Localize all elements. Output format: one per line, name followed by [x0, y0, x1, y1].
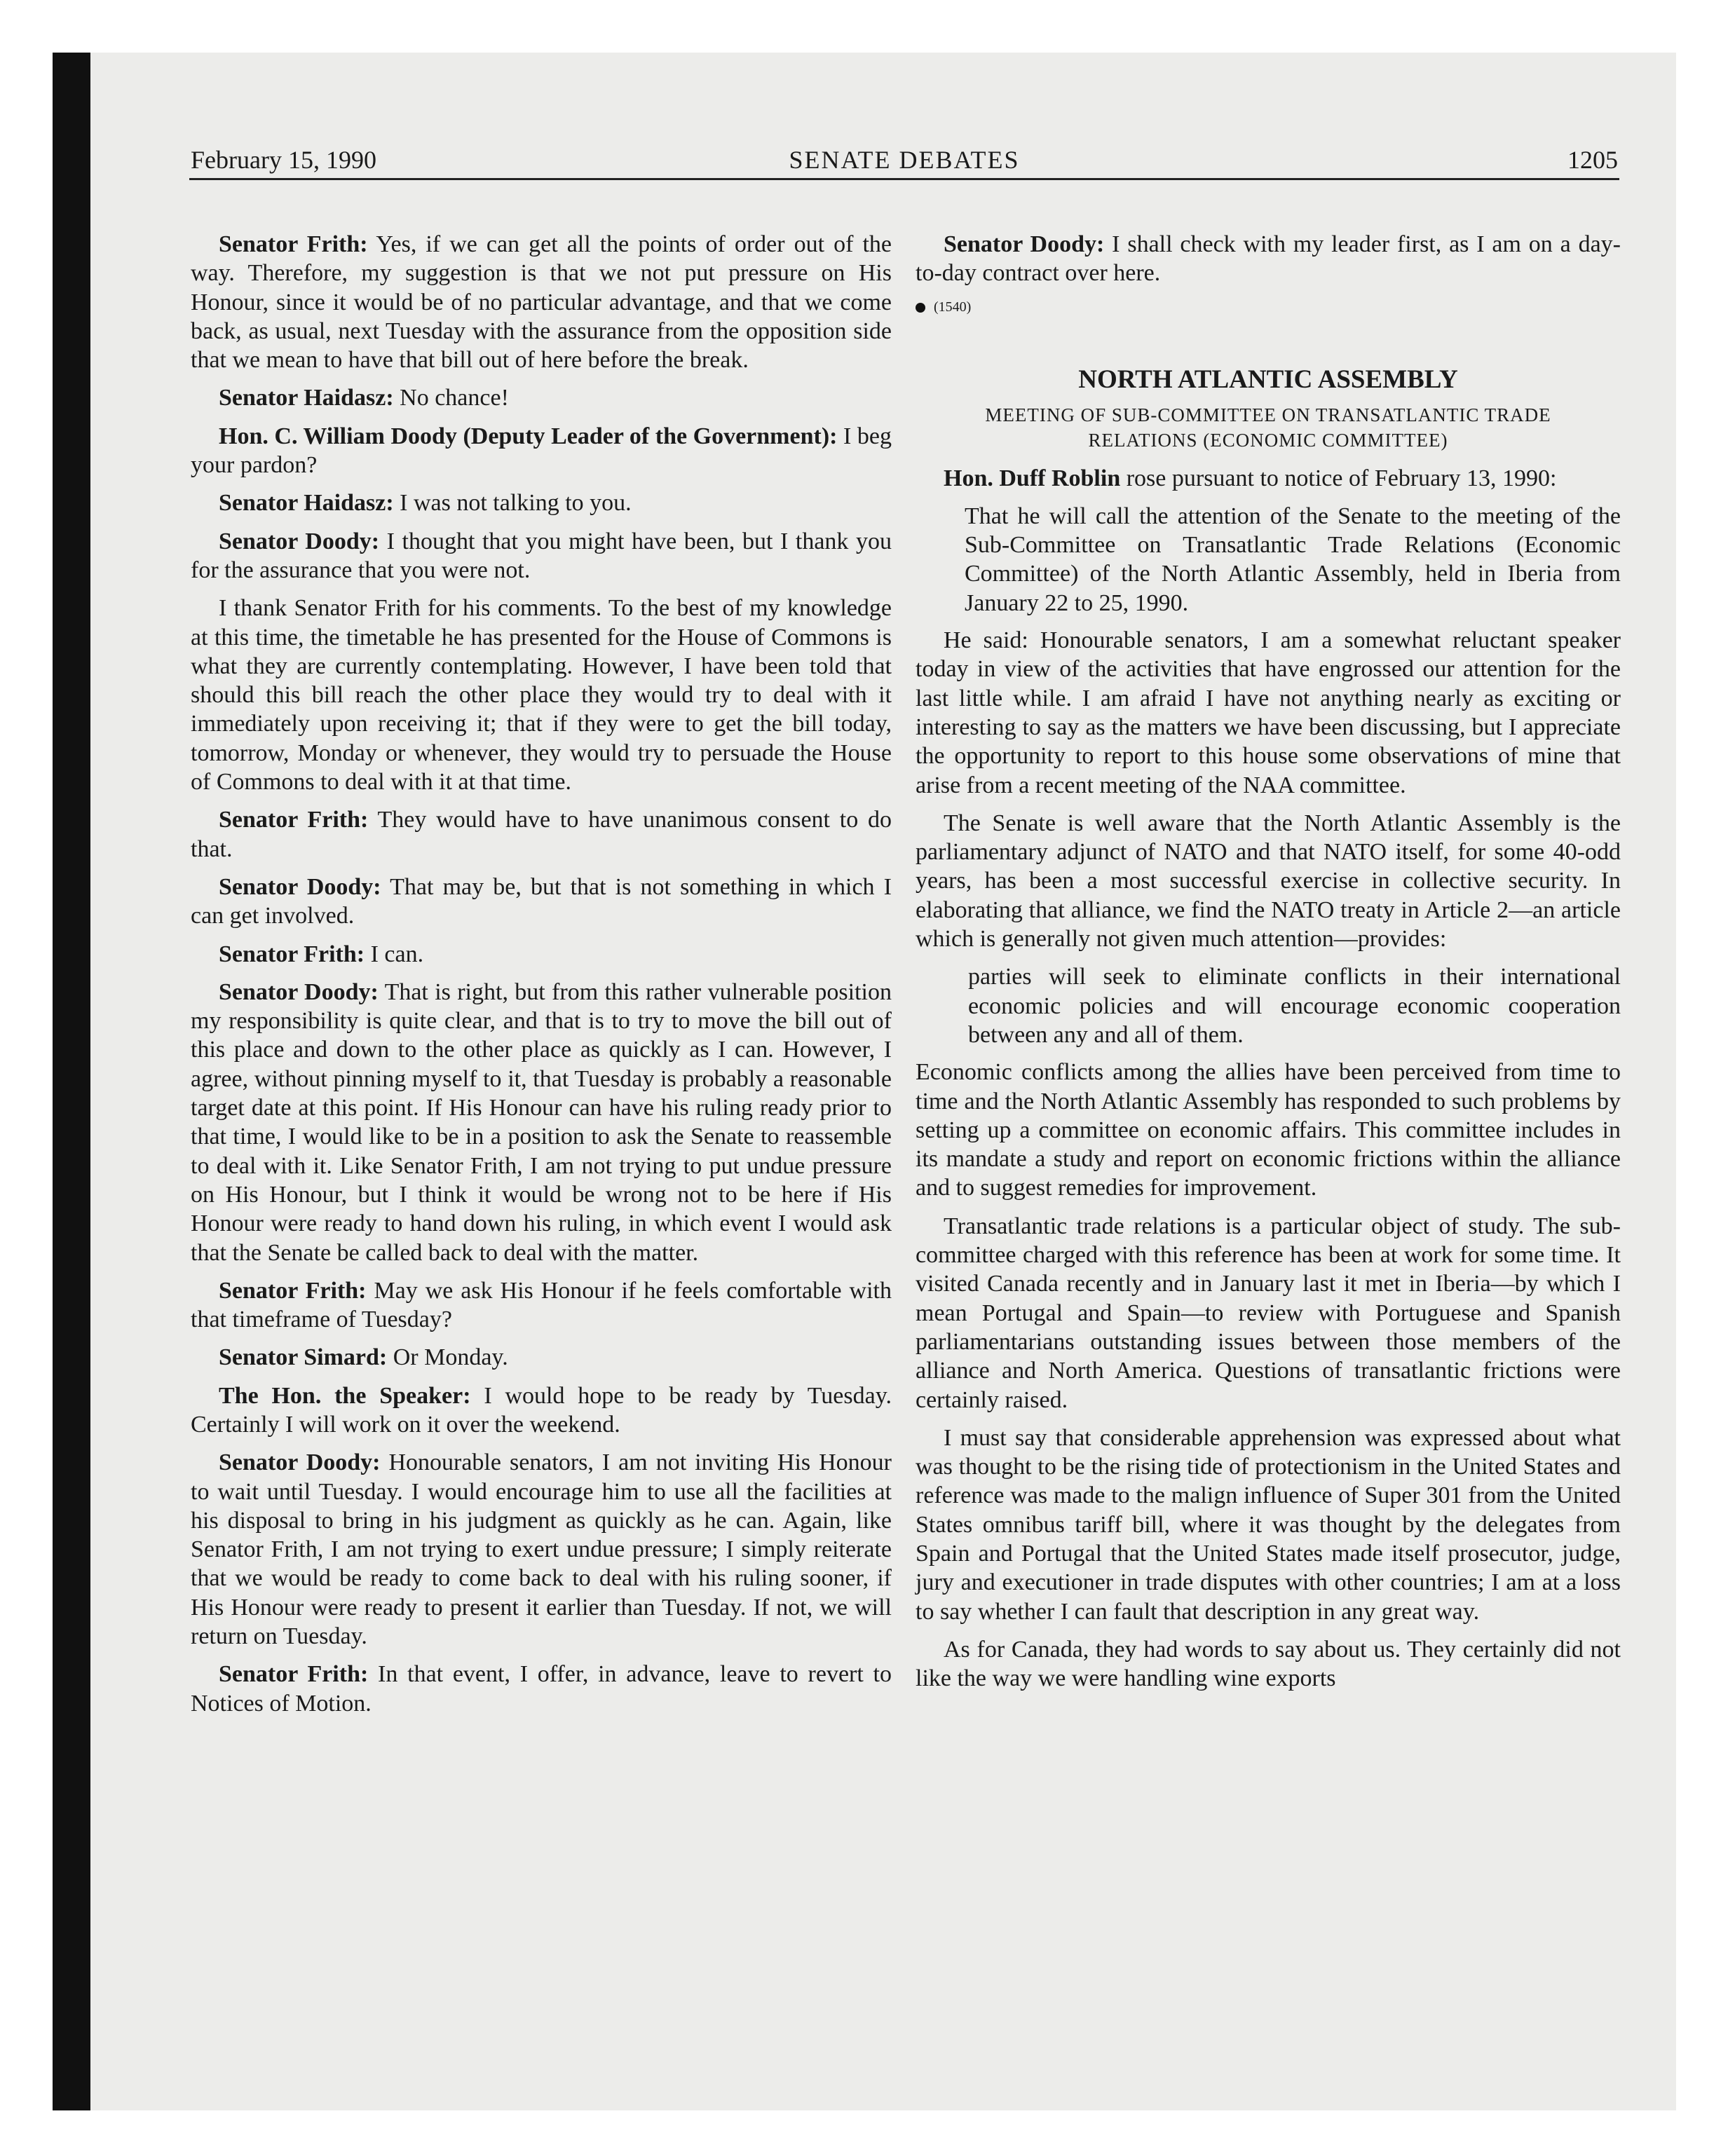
- speaker-name: Senator Simard:: [219, 1344, 388, 1371]
- speech-paragraph: [191, 383, 892, 412]
- speech-paragraph: [191, 489, 892, 517]
- left-column: [191, 230, 892, 1727]
- header-title: SENATE DEBATES: [789, 146, 1020, 174]
- body-paragraph: As for Canada, they had words to say about us. They certainly did not like the way we were handling wine exports: [916, 1636, 1621, 1692]
- speech-text: No chance!: [393, 385, 509, 411]
- speaker-name: Senator Haidasz:: [219, 385, 394, 411]
- speech-text: Honourable senators, I am not inviting His Honour to wait until Tuesday. I would encourage him to use all the facilities at his disposal to bring in his judgment as quickly as he can. Again, like Senator Frith, I am not trying to exert undue pressure; I simply reiterate that we would be ready to come back to deal with his ruling sooner, if His Honour were ready to present it earlier than Tuesday. If not, we will return on Tuesday.: [191, 1449, 892, 1650]
- speaker-name: Senator Frith:: [219, 941, 365, 967]
- body-paragraph: Economic conflicts among the allies have been perceived from time to time and the North Atlantic Assembly has responded to such problems by setting up a committee on economic affairs. This committee includes in its mandate a study and report on economic frictions within the alliance and to suggest remedies for improvement.: [916, 1059, 1621, 1201]
- speaker-name: Senator Frith:: [219, 807, 369, 833]
- speech-text: May we ask His Honour if he feels comfortable with that timeframe of Tuesday?: [191, 1277, 892, 1333]
- body-paragraph: He said: Honourable senators, I am a somewhat reluctant speaker today in view of the activities that have engrossed our attention for the last little while. I am afraid I have not anything nearly as exciting or interesting to say as the matters we have been discussing, but I appreciate the opportunity to report to this house some observations of mine that arise from a recent meeting of the NAA committee.: [916, 627, 1621, 798]
- speaker-name: Senator Frith:: [219, 1277, 367, 1304]
- motion-text: That he will call the attention of the Senate to the meeting of the Sub-Committee on Transatlantic Trade Relations (Economic Committee) of the North Atlantic Assembly, held in Iberia from January 22 to 25, 1990.: [965, 503, 1621, 616]
- speech-paragraph: [191, 422, 892, 480]
- notice-text: rose pursuant to notice of February 13, 1990:: [1120, 465, 1557, 491]
- body-paragraph: The Senate is well aware that the North Atlantic Assembly is the parliamentary adjunct of NATO and that NATO itself, for some 40-odd years, has been a most successful exercise in collective security. In elaborating that alliance, we find the NATO treaty in Article 2—an article which is generally not given much attention—provides:: [916, 810, 1621, 953]
- speaker-name: The Hon. the Speaker:: [219, 1382, 471, 1409]
- speaker-name: Senator Doody:: [219, 978, 379, 1005]
- speech-paragraph: [191, 1660, 892, 1718]
- speech-paragraph: [191, 1276, 892, 1335]
- speech-text: I beg your pardon?: [191, 423, 892, 479]
- speech-text: I thought that you might have been, but I thank you for the assurance that you were not.: [191, 528, 892, 583]
- page-header: [189, 146, 1619, 180]
- bullet-dot-icon: [916, 303, 925, 313]
- section-subtitle: MEETING OF SUB-COMMITTEE ON TRANSATLANTIC TRADE RELATIONS (ECONOMIC COMMITTEE): [985, 404, 1551, 451]
- speech-paragraph: [191, 1448, 892, 1651]
- speaker-name: Senator Frith:: [219, 1661, 369, 1688]
- speech-text: I shall check with my leader first, as I am on a day-to-day contract over here.: [916, 231, 1621, 287]
- header-date: February 15, 1990: [191, 146, 376, 174]
- speech-paragraph: [191, 978, 892, 1267]
- speech-text: In that event, I offer, in advance, leave to revert to Notices of Motion.: [191, 1661, 892, 1717]
- speaker-name: Senator Doody:: [219, 1449, 381, 1476]
- time-marker-line: [916, 297, 1621, 317]
- notice-paragraph: [916, 464, 1621, 493]
- speaker-name: Senator Doody:: [944, 231, 1105, 257]
- speech-text: Yes, if we can get all the points of order out of the way. Therefore, my suggestion is that we not put pressure on His Honour, since it would be of no particular advantage, and that we come back, as usual, next Tuesday with the assurance from the opposition side that we mean to have that bill out of here before the break.: [191, 231, 892, 374]
- speaker-name: Senator Doody:: [219, 528, 380, 554]
- speaker-name: Hon. Duff Roblin: [944, 465, 1121, 491]
- speech-paragraph: [191, 594, 892, 796]
- right-column: [916, 230, 1621, 1702]
- body-paragraph: Transatlantic trade relations is a particular object of study. The sub-committee charged with this reference has been at work for some time. It visited Canada recently and in January last it met in Iberia—by which I mean Portugal and Spain—to review with Portuguese and Spanish parliamentarians outstanding issues between those members of the alliance and North America. Questions of transatlantic frictions were certainly raised.: [916, 1213, 1621, 1413]
- time-marker: (1540): [934, 299, 972, 315]
- speech-text: I can.: [365, 941, 424, 967]
- speech-paragraph: [191, 1343, 892, 1372]
- speech-text: That is right, but from this rather vulnerable position my responsibility is quite clear, and that is to try to move the bill out of this place and down to the other place as quickly as I can. However, I agree, without pinning myself to it, that Tuesday is probably a reasonable target date at this point. If His Honour can have his ruling ready prior to that time, I would like to be in a position to ask the Senate to reassemble to deal with it. Like Senator Frith, I am not trying to put undue pressure on His Honour, but I think it would be wrong not to be here if His Honour were ready to hand down his ruling, in which event I would ask that the Senate be called back to deal with the matter.: [191, 978, 892, 1266]
- treaty-quote: parties will seek to eliminate conflicts in their international economic policies and will encourage economic cooperation between any and all of them.: [968, 964, 1621, 1048]
- speech-text: They would have to have unanimous consent to do that.: [191, 807, 892, 862]
- speaker-name: Hon. C. William Doody (Deputy Leader of the Government):: [219, 423, 838, 449]
- speech-paragraph: [191, 805, 892, 864]
- speaker-name: Senator Doody:: [219, 873, 381, 900]
- speech-text: That may be, but that is not something in which I can get involved.: [191, 873, 892, 929]
- speech-paragraph: [191, 230, 892, 374]
- speech-paragraph: [191, 1381, 892, 1440]
- speech-text: I would hope to be ready by Tuesday. Certainly I will work on it over the weekend.: [191, 1382, 892, 1438]
- section-title: NORTH ATLANTIC ASSEMBLY: [1078, 364, 1458, 394]
- header-page-number: 1205: [1567, 146, 1618, 174]
- scan-edge-shadow: [53, 53, 90, 2110]
- speaker-name: Senator Haidasz:: [219, 490, 394, 517]
- speech-paragraph: [191, 527, 892, 585]
- speech-paragraph: [916, 230, 1621, 288]
- speech-text: I was not talking to you.: [393, 490, 632, 517]
- speech-text: Or Monday.: [387, 1344, 508, 1371]
- speech-text: I thank Senator Frith for his comments. To the best of my knowledge at this time, the timetable he has presented for the House of Commons is what they are currently contemplating. However, I have been told that should this bill reach the other place they would try to deal with it immediately upon receiving it; that if they were to get the bill today, tomorrow, Monday or whenever, they would try to persuade the House of Commons to deal with it at that time.: [191, 595, 892, 796]
- speaker-name: Senator Frith:: [219, 231, 368, 257]
- speech-paragraph: [191, 940, 892, 969]
- body-paragraph: I must say that considerable apprehension was expressed about what was thought to be the rising tide of protectionism in the United States and reference was made to the malign influence of Super 301 from the United States omnibus tariff bill, where it was thought by the delegates from Spain and Portugal that the United States made itself prosecutor, judge, jury and executioner in trade disputes with other countries; I am at a loss to say whether I can fault that description in any great way.: [916, 1424, 1621, 1625]
- speech-paragraph: [191, 873, 892, 931]
